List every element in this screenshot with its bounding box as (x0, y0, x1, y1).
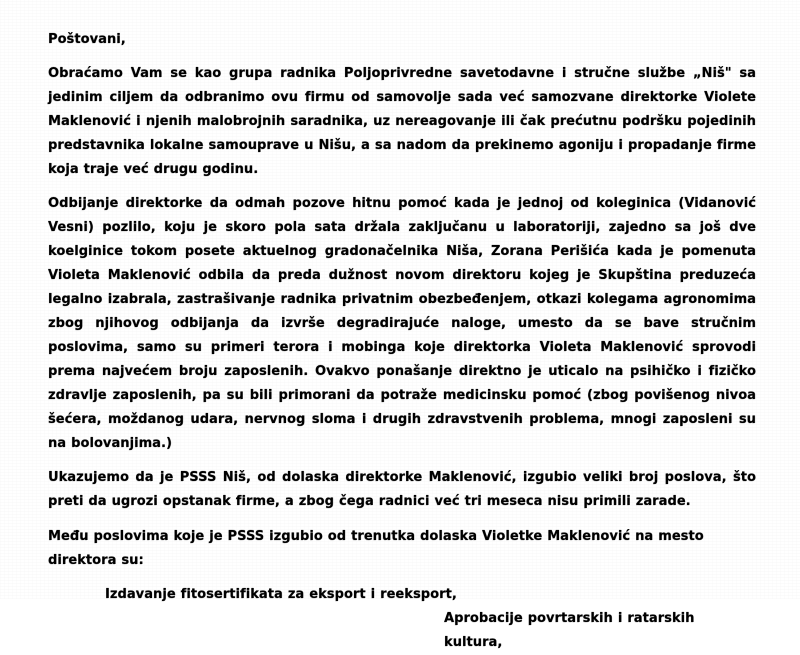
salutation-line: Poštovani, (48, 32, 126, 47)
paragraph-1: Obraćamo Vam se kao grupa radnika Poljoprivredne savetodavne i stručne službe „Niš" sa jedinim ciljem da odbranimo ovu firmu od samovolje sada već samozvane direktorke Violete Maklenović i njenih malobrojnih saradnika, uz nereagovanje ili čak prećutnu podršku pojedinih predstavnika lokalne samouprave u Nišu, a sa nadom da prekinemo agoniju i propadanje firme koja traje već drugu godinu. (48, 65, 756, 177)
letter-text-block (48, 28, 756, 655)
paragraph-4-list-intro: Među poslovima koje je PSSS izgubio od trenutka dolaska Violetke Maklenović na mesto direktora su: (48, 529, 704, 569)
spacer-after-paragraph-1 (48, 181, 756, 192)
spacer-before-list (48, 573, 756, 583)
list-item-aprobacije: Aprobacije povrtarskih i ratarskih kultura, (444, 610, 695, 650)
spacer-after-paragraph-2 (48, 455, 756, 466)
spacer-after-salutation (48, 52, 756, 62)
paragraph-3: Ukazujemo da je PSSS Niš, od dolaska direktorke Maklenović, izgubio veliki broj poslova, što preti da ugrozi opstanak firme, a zbog čega radnici već tri meseca nisu primili zarade. (48, 470, 756, 510)
spacer-after-paragraph-3 (48, 514, 756, 525)
list-item-fitosertifikati: Izdavanje fitosertifikata za eksport i reeksport, (105, 587, 457, 603)
paragraph-2: Odbijanje direktorke da odmah pozove hitnu pomoć kada je jednoj od koleginica (Vidanović Vesni) pozlilo, koju je skoro pola sata držala zaključanu u laboratoriji, zajedno sa još dve koelginice tokom posete aktuelnog gradonačelnika Niša, Zorana Perišića kada je pomenuta Violeta Maklenović odbila da preda dužnost novom direktoru kojeg je Skupština preduzeća legalno izabrala, zastrašivanje radnika privatnim obezbeđenjem, otkazi kolegama agronomima zbog njihovog odbijanja da izvrše degradirajuće naloge, umesto da se bave stručnim poslovima, samo su primeri terora i mobinga koje direktorka Violeta Maklenović sprovodi prema najvećem broju zaposlenih. Ovakvo ponašanje direktno je uticalo na psihičko i fizičko zdravlje zaposlenih, pa su bili primorani da potraže medicinsku pomoć (zbog povišenog nivoa šećera, moždanog udara, nervnog sloma i drugih zdravstvenih problema, mnogi zaposleni su na bolovanjima.) (48, 196, 756, 451)
